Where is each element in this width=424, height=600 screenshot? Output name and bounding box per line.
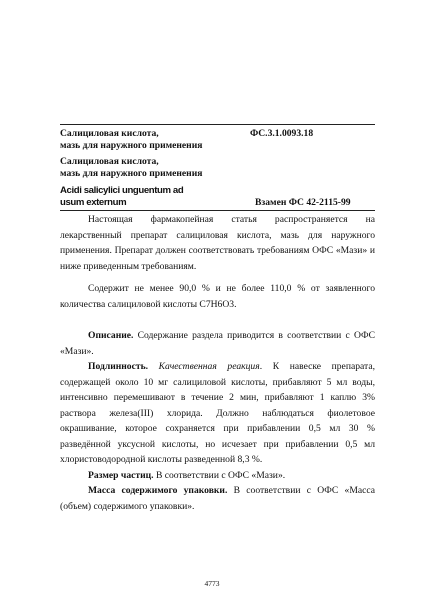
title-ru-1-line2: мазь для наружного применения [60,140,203,151]
identity-method: Качественная реакция [158,361,260,372]
replaces-code: Взамен ФС 42-2115-99 [255,197,351,208]
mass-paragraph [60,483,375,514]
intro-paragraph: Настоящая фармакопейная статья распространяется на лекарственный препарат салициловая кислота, мазь для наружного применения. Препарат должен соответствовать требованиям ОФС «Мази» и ниже приведенным требованиям. [60,214,375,272]
title-ru-1-line1: Салициловая кислота, [60,128,159,139]
identity-text: . К навеске препарата, содержащей около 10 мг салициловой кислоты, прибавляют 5 мл воды, интенсивно перемешивают в течение 2 мин, прибавляют 1 каплю 3% раствора железа(III) хлорида. Должно наблюдаться фиолетовое окрашивание, которое сохраняется при прибавлении 0,5 мл 30 % разведённой уксусной кислоты, но исчезает при прибавлении 0,5 мл хлористоводородной кислоты разведенной 8,3 %. [60,361,375,465]
identity-paragraph [60,359,375,468]
title-ru-2-line2: мазь для наружного применения [60,168,203,179]
particle-text: В соответствии с ОФС «Мази». [153,469,286,481]
mass-heading: Масса содержимого упаковки. [88,485,228,496]
particle-heading: Размер частиц. [88,469,154,481]
title-ru-2-line1: Салициловая кислота, [60,156,159,167]
description-text: Содержание раздела приводится в соответствии с ОФС «Мази». [60,330,375,357]
header-top-rule [60,124,375,125]
header-bottom-rule [60,210,375,211]
particle-paragraph [60,468,375,484]
identity-heading: Подлинность. [88,361,149,372]
article-code: ФС.3.1.0093.18 [250,128,314,139]
description-heading: Описание. [88,330,134,341]
title-latin-line1: Acidi salicylici unguentum ad [60,185,184,196]
mass-text: В соответствии с ОФС «Масса (объем) содержимого упаковки». [60,485,375,512]
article-body [60,212,375,514]
description-paragraph [60,328,375,359]
content-paragraph: Содержит не менее 90,0 % и не более 110,0 % от заявленного количества салициловой кислоты C7H6O3. [60,283,375,310]
title-latin-line2: usum externum [60,197,127,208]
page-number: 4773 [204,579,220,588]
